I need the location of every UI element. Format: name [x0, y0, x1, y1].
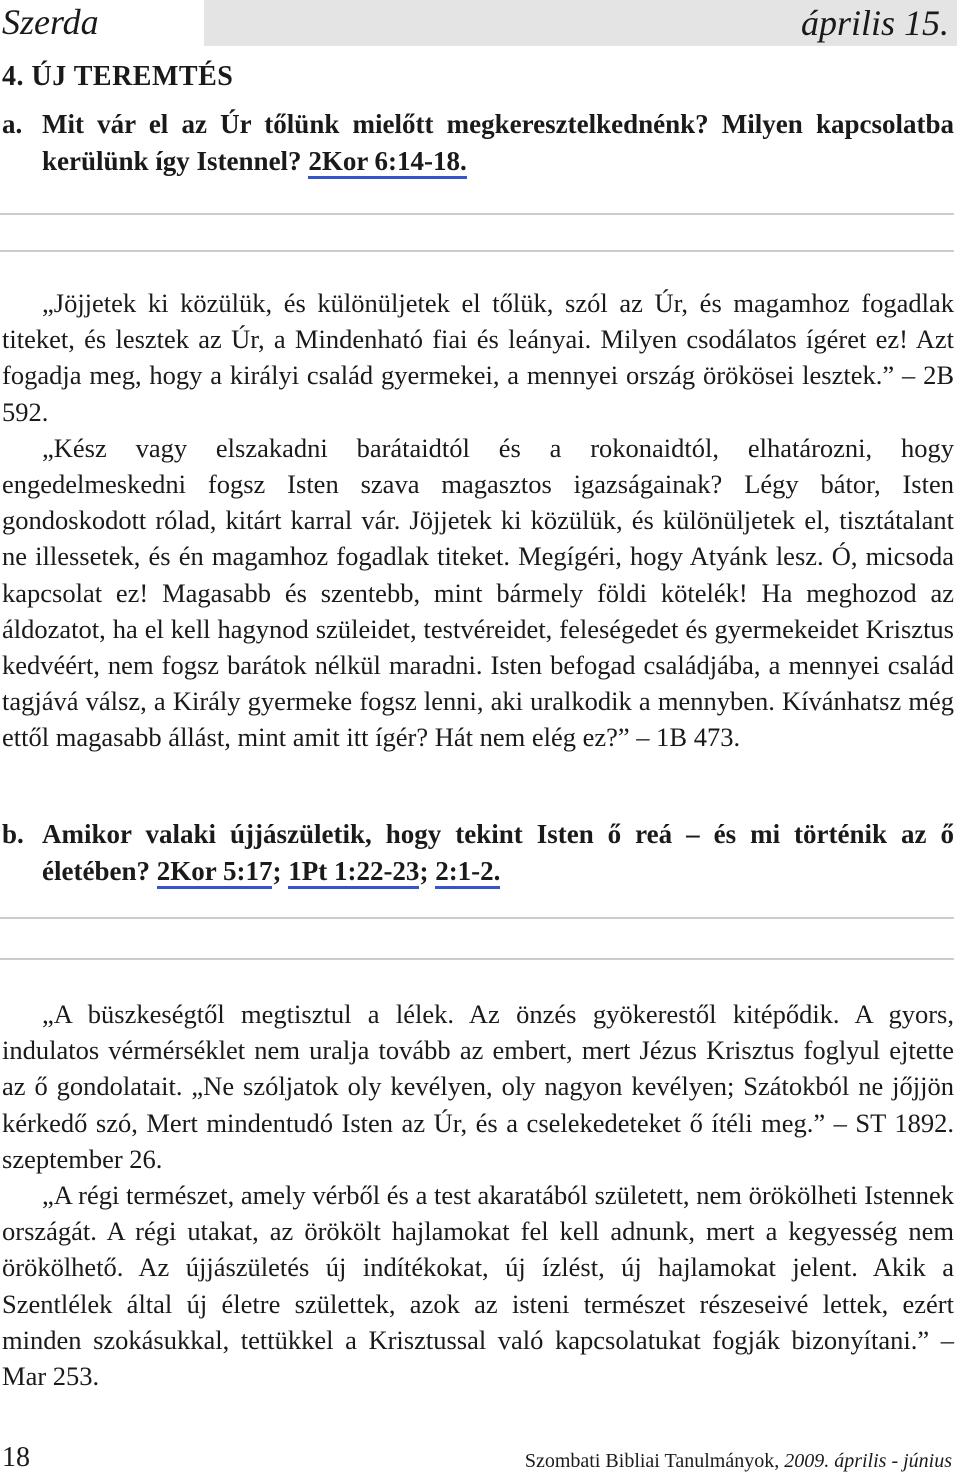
question-b-text: Amikor valaki újjászületik, hogy tekint Isten ő reá – és mi történik az ő életében?	[42, 819, 954, 886]
answer-line-a1[interactable]	[0, 213, 954, 215]
question-b-reference-link-2[interactable]: 1Pt 1:22-23	[288, 856, 419, 889]
commentary-block-2	[2, 996, 954, 1394]
question-a	[2, 106, 954, 180]
answer-line-a2[interactable]	[0, 250, 954, 252]
commentary-2-paragraph-1: „A büszkeségtől megtisztul a lélek. Az önzés gyökerestől kitépődik. A gyors, indulatos vérmérséklet nem uralja tovább az embert, mert Jézus Krisztus foglyul ejtette az ő gondolatait. „Ne szóljatok oly kevélyen, oly nagyon kevélyen; Szátokból ne jőjjön kérkedő szó, Mert mindentudó Isten az Úr, és a cselekedeteket ő ítéli meg.” – ST 1892. szeptember 26.	[2, 999, 954, 1174]
question-b-reference-link-1[interactable]: 2Kor 5:17	[157, 856, 273, 889]
question-a-text-wrap	[2, 106, 954, 180]
footer-publication	[525, 1449, 952, 1473]
question-a-reference-link[interactable]: 2Kor 6:14-18.	[308, 146, 466, 179]
commentary-2-paragraph-2: „A régi természet, amely vérből és a test akaratából született, nem örökölheti Istennek országát. A régi utakat, az örökölt hajlamokat fel kell adnunk, mert a kegyesség nem örökölhető. Az újjászületés új indítékokat, új ízlést, új hajlamokat jelent. Akik a Szentlélek által új életre születtek, azok az isteni természet részeseivé lettek, ezért minden szokásukkal, tettükkel a Krisztussal való kapcsolatukat fogják bizonyítani.” – Mar 253.	[2, 1180, 954, 1392]
answer-line-b2[interactable]	[0, 958, 954, 960]
commentary-block-1	[2, 285, 954, 756]
commentary-1-paragraph-2: „Kész vagy elszakadni barátaidtól és a rokonaidtól, elhatározni, hogy engedelmeskedni fogsz Isten szava magasztos igazságainak? Légy bátor, Isten gondoskodott rólad, kitárt karral vár. Jöjjetek ki közülük, és különüljetek el, tisztátalant ne illessetek, és én magamhoz fogadlak titeket. Megígéri, hogy Atyánk lesz. Ó, micsoda kapcsolat ez! Magasabb és szentebb, mint bármely földi kötelék! Ha meghozod az áldozatot, ha el kell hagynod szüleidet, testvéreidet, feleségedet és gyermekeidet Krisztus kedvéért, nem fogsz barátok nélkül maradni. Isten befogad családjába, a mennyei család tagjává válsz, a Király gyermeke fogsz lenni, aki uralkodik a mennyben. Kívánhatsz még ettől magasabb állást, mint amit itt ígér? Hát nem elég ez?” – 1B 473.	[2, 432, 954, 753]
header-day: Szerda	[2, 2, 99, 42]
question-b-separator-1: ;	[272, 856, 282, 886]
question-b-reference-link-3[interactable]: 2:1-2.	[435, 856, 500, 889]
footer-issue: 2009. április - június	[784, 1450, 952, 1472]
question-b-label: b.	[2, 819, 24, 849]
question-b-text-wrap	[2, 816, 954, 890]
commentary-1-paragraph-1: „Jöjjetek ki közülük, és különüljetek el tőlük, szól az Úr, és magamhoz fogadlak titeket, és lesztek az Úr, a Mindenható fiai és leányai. Milyen csodálatos ígéret ez! Azt fogadja meg, hogy a királyi család gyermekei, a mennyei ország örökösei lesztek.” – 2B 592.	[2, 288, 954, 427]
section-title: 4. ÚJ TEREMTÉS	[2, 61, 234, 92]
question-a-label: a.	[2, 109, 23, 139]
question-a-text: Mit vár el az Úr tőlünk mielőtt megkeresztelkednénk? Milyen kapcsolatba kerülünk így Istennel?	[42, 109, 954, 176]
question-b-separator-2: ;	[419, 856, 429, 886]
footer-publication-name: Szombati Bibliai Tanulmányok,	[524, 1450, 780, 1472]
question-b	[2, 816, 954, 890]
answer-line-b1[interactable]	[0, 917, 954, 919]
page-number: 18	[2, 1442, 30, 1473]
header-date-bar	[204, 0, 957, 46]
header-date: április 15.	[800, 3, 949, 43]
page-header	[0, 0, 960, 46]
